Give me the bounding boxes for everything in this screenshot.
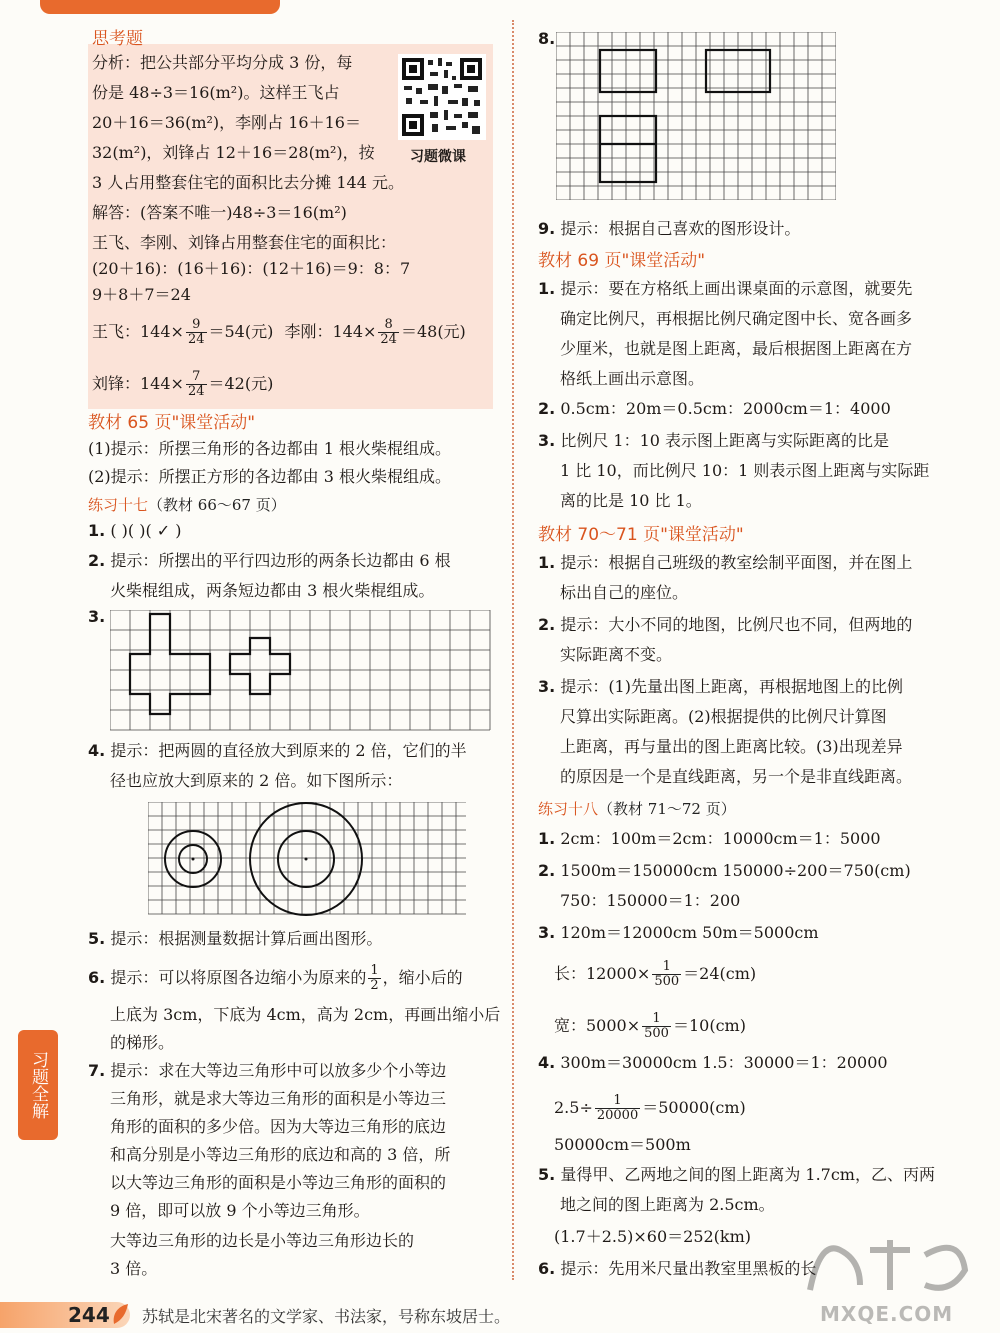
qr-label: 习题微课 (410, 149, 466, 165)
ligang-prefix: 李刚：144× (284, 322, 377, 341)
ex17-title (88, 494, 286, 515)
ex18-q4-a: 4. 300m＝30000cm 1.5：30000＝1：20000 (538, 1053, 888, 1072)
sec70-q3-3: 上距离，再与量出的图上距离比较。(3)出现差异 (560, 737, 903, 756)
sec70-q1-2: 标出自己的座位。 (560, 583, 689, 602)
ex18-q4-c: 50000cm＝500m (554, 1135, 691, 1154)
ex17-q7-4: 和高分别是小等边三角形的底边和高的 3 倍，所 (110, 1145, 451, 1164)
ligang-fraction: $\frac{8}{24}$ (380, 317, 397, 347)
ex18-q4-b: 2.5÷ $\frac{1}{20000}$ ＝50000(cm) (554, 1093, 746, 1123)
sec65-line-2: (2)提示：所摆正方形的各边都由 3 根火柴棍组成。 (88, 467, 452, 486)
column-divider (512, 20, 514, 1280)
sec69-q1-4: 格纸上画出示意图。 (560, 369, 705, 388)
ex18-q2-b: 750：150000＝1：200 (560, 891, 741, 910)
footer-tip: 苏轼是北宋著名的文学家、书法家，号称东坡居士。 (142, 1307, 511, 1326)
ex17-title-tail: （教材 66～67 页） (148, 496, 286, 514)
ex18-q5-b: 地之间的图上距离为 2.5cm。 (560, 1195, 775, 1214)
think-line-3: 20＋16＝36(m²)，李刚占 16＋16＝ (92, 113, 361, 132)
sec69-title: 教材 69 页"课堂活动" (538, 251, 706, 271)
ex18-q1: 1. 2cm：100m＝2cm：10000cm＝1：5000 (538, 829, 881, 848)
think-wangfei-ligang (92, 318, 466, 347)
wangfei-suffix: ＝54(元) (208, 322, 274, 341)
sec70-q3-2: 尺算出实际距离。(2)根据提供的比例尺计算图 (560, 707, 887, 726)
ex17-q7-8: 3 倍。 (110, 1259, 158, 1278)
think-liufeng (92, 370, 273, 399)
ex17-q7-2: 三角形，就是求大等边三角形的面积是小等边三 (110, 1089, 447, 1108)
q3-grid-figure (110, 610, 494, 734)
q3-len-fraction: $\frac{1}{500}$ (654, 959, 680, 989)
think-line-6: 解答：(答案不唯一)48÷3＝16(m²) (92, 203, 347, 222)
ex18-title-tail: （教材 71～72 页） (598, 800, 736, 818)
ex18-q2-a: 2. 1500m＝150000cm 150000÷200＝750(cm) (538, 861, 911, 880)
ex18-q5-c: (1.7＋2.5)×60＝252(km) (554, 1227, 752, 1246)
ex17-q1: 1. ( )( )( ✓ ) (88, 521, 182, 540)
think-line-5: 3 人占用整套住宅的面积比去分摊 144 元。 (92, 173, 404, 192)
ex17-q3-num: 3. (88, 607, 106, 626)
ex18-q3-wid: 宽：5000× $\frac{1}{500}$ ＝10(cm) (554, 1011, 746, 1041)
sec70-title: 教材 70～71 页"课堂活动" (538, 525, 744, 545)
side-tab: 习题全解 (18, 1030, 58, 1140)
ex17-title-main: 练习十七 (88, 496, 149, 514)
sec70-q2-2: 实际距离不变。 (560, 645, 673, 664)
ex17-q2-a: 2. 提示：所摆出的平行四边形的两条长边都由 6 根 (88, 551, 451, 570)
ex18-q6: 6. 提示：先用米尺量出教室里黑板的长 (538, 1259, 817, 1278)
liufeng-fraction: $\frac{7}{24}$ (187, 369, 205, 399)
sec69-q1-1: 1. 提示：要在方格纸上画出课桌面的示意图，就要先 (538, 279, 913, 298)
think-line-8: (20＋16)：(16＋16)：(12＋16)＝9：8：7 (92, 259, 411, 278)
right-q9: 9. 提示：根据自己喜欢的图形设计。 (538, 219, 801, 238)
q3-wid-fraction: $\frac{1}{500}$ (644, 1011, 669, 1041)
liufeng-suffix: ＝42(元) (208, 374, 274, 393)
think-line-2: 份是 48÷3＝16(m²)。这样王飞占 (92, 83, 340, 102)
sec69-q1-2: 确定比例尺，再根据比例尺确定图中长、宽各画多 (560, 309, 913, 328)
page-number: 244 (68, 1303, 110, 1327)
sec69-q3-3: 离的比是 10 比 1。 (560, 491, 702, 510)
ex17-q7-6: 9 倍，即可以放 9 个小等边三角形。 (110, 1201, 370, 1220)
sec70-q3-1: 3. 提示：(1)先量出图上距离，再根据地图上的比例 (538, 677, 903, 696)
watermark-text: MXQE.COM (820, 1302, 954, 1326)
ex17-q7-5: 以大等边三角形的面积是小等边三角形的面积的 (110, 1173, 447, 1192)
ex18-q3-a: 3. 120m＝12000cm 50m＝5000cm (538, 923, 819, 942)
sec65-title: 教材 65 页"课堂活动" (88, 413, 256, 433)
sec69-q3-2: 1 比 10，而比例尺 10：1 则表示图上距离与实际距 (560, 461, 930, 480)
q4-fraction: $\frac{1}{20000}$ (596, 1093, 639, 1123)
ex17-q6-b: 上底为 3cm，下底为 4cm，高为 2cm，再画出缩小后 (110, 1005, 501, 1024)
ex18-title-main: 练习十八 (538, 800, 599, 818)
header-strip (40, 0, 280, 14)
think-line-9: 9＋8＋7＝24 (92, 285, 191, 304)
leaf-icon (110, 1302, 130, 1326)
ex18-title (538, 798, 736, 819)
sec70-q3-4: 的原因是一个是直线距离，另一个是非直线距离。 (560, 767, 913, 786)
wangfei-fraction: $\frac{9}{24}$ (187, 317, 205, 347)
sec69-q3-1: 3. 比例尺 1：10 表示图上距离与实际距离的比是 (538, 431, 890, 450)
sec69-q1-3: 少厘米，也就是图上距离，最后根据图上距离在方 (560, 339, 913, 358)
ex17-q4-b: 径也应放大到原来的 2 倍。如下图所示： (110, 771, 403, 790)
ex17-q6-c: 的梯形。 (110, 1033, 175, 1052)
qr-code-icon[interactable] (398, 54, 486, 140)
ligang-suffix: ＝48(元) (400, 322, 466, 341)
ex17-q7-1: 7. 提示：求在大等边三角形中可以放多少个小等边 (88, 1061, 447, 1080)
liufeng-prefix: 刘锋：144× (92, 374, 184, 393)
q8-grid-figure (556, 32, 836, 200)
sec65-line-1: (1)提示：所摆三角形的各边都由 1 根火柴棍组成。 (88, 439, 452, 458)
ex18-q5-a: 5. 量得甲、乙两地之间的图上距离为 1.7cm，乙、丙两 (538, 1165, 935, 1184)
sec70-q1-1: 1. 提示：根据自己班级的教室绘制平面图，并在图上 (538, 553, 913, 572)
q6-fraction: $\frac{1}{2}$ (370, 963, 379, 993)
sec69-q2: 2. 0.5cm：20m＝0.5cm：2000cm＝1：4000 (538, 399, 891, 418)
q8-num: 8. (538, 29, 556, 48)
watermark-logo (800, 1230, 980, 1300)
ex17-q6-a: 6. 提示：可以将原图各边缩小为原来的 $\frac{1}{2}$ ，缩小后的 (88, 963, 463, 993)
think-line-1: 分析：把公共部分平均分成 3 份，每 (92, 53, 353, 72)
think-title: 思考题 (92, 29, 143, 49)
ex17-q7-7: 大等边三角形的边长是小等边三角形边长的 (110, 1231, 415, 1250)
ex17-q4-a: 4. 提示：把两圆的直径放大到原来的 2 倍，它们的半 (88, 741, 467, 760)
ex17-q2-b: 火柴棍组成，两条短边都由 3 根火柴棍组成。 (110, 581, 435, 600)
sec70-q2-1: 2. 提示：大小不同的地图，比例尺也不同，但两地的 (538, 615, 913, 634)
think-line-7: 王飞、李刚、刘锋占用整套住宅的面积比： (92, 233, 397, 252)
ex18-q3-len: 长：12000× $\frac{1}{500}$ ＝24(cm) (554, 959, 757, 989)
q4-circles-figure (148, 802, 468, 916)
think-line-4: 32(m²)，刘锋占 12＋16＝28(m²)，按 (92, 143, 375, 162)
ex17-q5: 5. 提示：根据测量数据计算后画出图形。 (88, 929, 383, 948)
wangfei-prefix: 王飞：144× (92, 322, 184, 341)
ex17-q7-3: 角形的面积的多少倍。因为大等边三角形的底边 (110, 1117, 447, 1136)
